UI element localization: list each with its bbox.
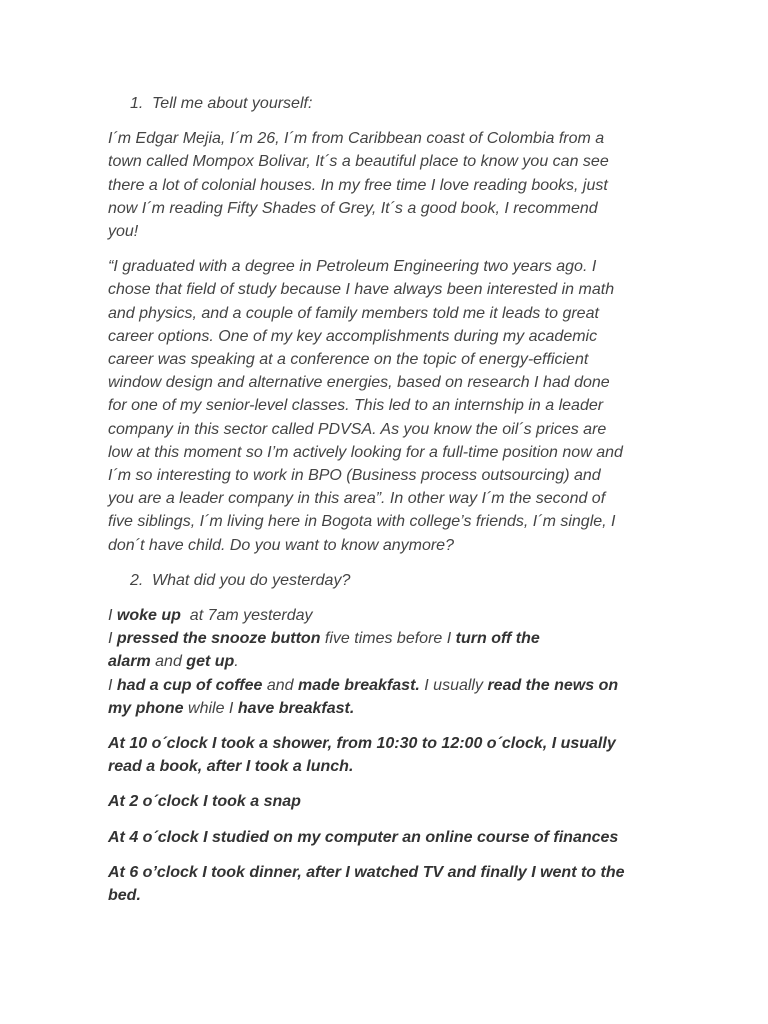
text-run: . [234,653,239,671]
text-line: you! [108,223,139,241]
bold-run: made breakfast. [298,676,420,694]
answer-1-paragraph-1 [108,127,668,243]
text-line: for one of my senior-level classes. This led to an internship in a leader [108,397,604,415]
bold-run: alarm [108,653,151,671]
bold-run: turn off the [455,630,540,648]
question-1-text: Tell me about yourself: [152,95,313,112]
text-line: At 10 o´clock I took a shower, from 10:30 to 12:00 o´clock, I usually [108,735,616,753]
answer-2-paragraph-4oclock: At 4 o´clock I studied on my computer an online course of finances [108,828,619,846]
text-run: at 7am yesterday [180,607,313,625]
text-line: read a book, after I took a lunch. [108,758,354,776]
question-1-number: 1. [130,95,144,112]
text-line: bed. [108,887,141,905]
text-run: and [262,676,298,694]
question-2-heading [130,569,668,592]
answer-2-paragraph-2oclock: At 2 o´clock I took a snap [108,793,301,811]
question-1-heading [130,92,668,115]
text-line: “I graduated with a degree in Petroleum Engineering two years ago. I [108,258,597,276]
answer-2-routine [108,604,668,720]
text-line: career options. One of my key accomplishments during my academic [108,327,598,345]
bold-run: pressed the snooze button [116,630,321,648]
bold-run: woke up [116,607,181,625]
bold-run: my phone [108,699,184,717]
text-line: and physics, and a couple of family members told me it leads to great [108,304,599,322]
bold-run: read the news on [487,676,619,694]
text-line: At 6 o’clock I took dinner, after I watched TV and finally I went to the [108,863,625,881]
text-line [108,627,668,650]
text-line [108,650,668,673]
text-line: you are a leader company in this area”. In other way I´m the second of [108,490,606,508]
text-line: chose that field of study because I have always been interested in math [108,281,615,299]
text-line: town called Mompox Bolivar, It´s a beautiful place to know you can see [108,153,609,171]
answer-1-paragraph-2 [108,255,668,557]
text-line [108,604,668,627]
text-line: I´m so interesting to work in BPO (Business process outsourcing) and [108,467,601,485]
text-line: window design and alternative energies, based on research I had done [108,374,610,392]
text-line [108,697,668,720]
text-run: while I [183,699,238,717]
bold-run: have breakfast. [237,699,355,717]
text-run: and [150,653,187,671]
text-line: there a lot of colonial houses. In my free time I love reading books, just [108,176,608,194]
answer-2-paragraph-10oclock [108,732,668,778]
answer-2-paragraph-6oclock [108,861,668,907]
text-line [108,674,668,697]
question-2-number: 2. [130,571,144,589]
text-line: now I´m reading Fifty Shades of Grey, It´s a good book, I recommend [108,199,598,217]
text-line: don´t have child. Do you want to know anymore? [108,536,454,554]
text-run: I [108,607,117,625]
question-2-text: What did you do yesterday? [152,571,351,589]
text-line: five siblings, I´m living here in Bogota with college’s friends, I´m single, I [108,513,616,531]
document-content [108,92,668,919]
text-run: I [108,630,117,648]
text-line: low at this moment so I’m actively looking for a full-time position now and [108,443,623,461]
text-line: career was speaking at a conference on the topic of energy-efficient [108,351,589,369]
text-line: I´m Edgar Mejia, I´m 26, I´m from Caribbean coast of Colombia from a [108,130,605,148]
text-run: five times before I [320,630,456,648]
bold-run: get up [186,653,235,671]
text-run: I usually [419,676,488,694]
text-run: I [108,676,117,694]
text-line: company in this sector called PDVSA. As you know the oil´s prices are [108,420,607,438]
bold-run: had a cup of coffee [116,676,263,694]
